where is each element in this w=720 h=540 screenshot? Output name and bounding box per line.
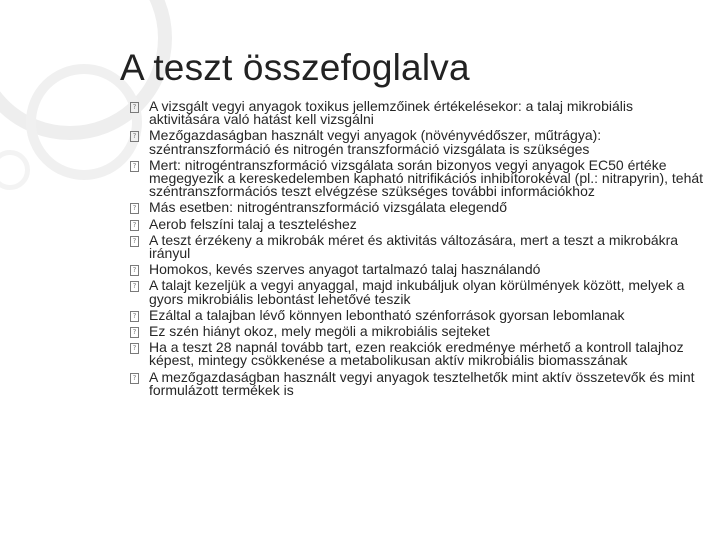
bullet-text: A teszt érzékeny a mikrobák méret és aktivitás változására, mert a teszt a mikrobákra irányul	[149, 231, 679, 262]
bullet-text: A mezőgazdaságban használt vegyi anyagok tesztelhetők mint aktív összetevők és mint formulázott termékek is	[149, 368, 695, 398]
missing-glyph-box-icon: ?	[130, 203, 139, 214]
decorative-circle-small	[0, 150, 30, 190]
bullet-text: Mezőgazdaságban használt vegyi anyagok (növényvédőszer, műtrágya): széntranszformáció és nitrogén transzformáció vizsgálata is szükséges	[149, 127, 602, 157]
missing-glyph-box-icon: ?	[130, 220, 139, 231]
bullet-item	[130, 215, 705, 232]
missing-glyph-box-icon: ?	[130, 102, 139, 113]
bullet-item	[130, 156, 705, 200]
missing-glyph-box-icon: ?	[130, 265, 139, 276]
bullet-text: Mert: nitrogéntranszformáció vizsgálata során bizonyos vegyi anyagok EC50 értéke megegyezik a kereskedelemben kapható nitrifikációs inhibítorokéval (pl.: nitrapyrin), tehát széntranszformációs teszt elvégzése szükséges további információkhoz	[149, 156, 704, 200]
missing-glyph-box-icon: ?	[130, 327, 139, 338]
bullet-item	[130, 129, 705, 155]
missing-glyph-box-icon: ?	[130, 311, 139, 322]
missing-glyph-box-icon: ?	[130, 343, 139, 354]
bullet-text: Homokos, kevés szerves anyagot tartalmazó talaj használandó	[149, 261, 541, 278]
bullet-text: Aerob felszíni talaj a teszteléshez	[149, 215, 357, 232]
bullet-item	[130, 325, 705, 338]
bullet-item	[130, 341, 705, 367]
missing-glyph-box-icon: ?	[130, 281, 139, 292]
bullet-item	[130, 368, 705, 398]
missing-glyph-box-icon: ?	[130, 236, 139, 247]
bullet-item	[130, 100, 705, 126]
bullet-item	[130, 231, 705, 262]
bullet-item	[130, 279, 705, 305]
missing-glyph-box-icon: ?	[130, 161, 139, 172]
missing-glyph-box-icon: ?	[130, 373, 139, 384]
bullet-list	[130, 100, 705, 400]
slide-title: A teszt összefoglalva	[120, 47, 470, 88]
bullet-text: A vizsgált vegyi anyagok toxikus jellemzőinek értékelésekor: a talaj mikrobiális aktivitására való hatást kell vizsgálni	[149, 98, 633, 128]
bullet-text: Ha a teszt 28 napnál tovább tart, ezen reakciók eredménye mérhető a kontroll talajhoz képest, mintegy csökkenése a metabolikusan aktív mikrobiális biomasszának	[149, 339, 684, 369]
bullet-text: Ezáltal a talajban lévő könnyen lebontható szénforrások gyorsan lebomlanak	[149, 306, 625, 323]
bullet-text: Más esetben: nitrogéntranszformáció vizsgálata elegendő	[149, 199, 507, 216]
bullet-item	[130, 306, 705, 323]
bullet-text: A talajt kezeljük a vegyi anyaggal, majd inkubáljuk olyan körülmények között, melyek a gyors mikrobiális lebontást lehetővé teszik	[149, 277, 685, 307]
bullet-item	[130, 263, 705, 276]
missing-glyph-box-icon: ?	[130, 131, 139, 142]
bullet-text: Ez szén hiányt okoz, mely megöli a mikrobiális sejteket	[149, 323, 490, 340]
bullet-item	[130, 201, 705, 214]
